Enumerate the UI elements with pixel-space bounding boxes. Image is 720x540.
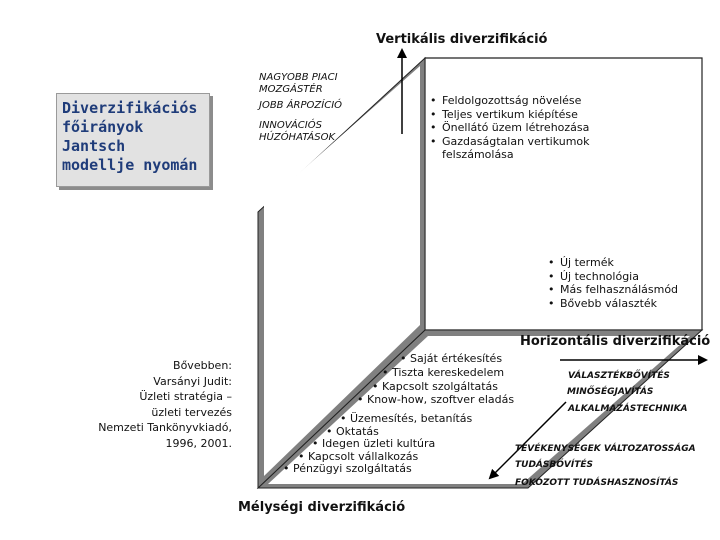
vertical-label-market: NAGYOBB PIACI MOZGÁSTÉR <box>259 72 338 95</box>
list-item: • Új technológia <box>548 270 698 284</box>
horizontal-label-quality: MINŐSÉGJAVÍTÁS <box>567 387 654 397</box>
list-item: • Bővebb választék <box>548 297 698 311</box>
floor-item: • Kapcsolt vállalkozás <box>298 450 419 463</box>
depth-label-knowledge: TUDÁSBŐVÍTÉS <box>515 460 593 470</box>
list-item: • Új termék <box>548 256 698 270</box>
source-line: üzleti tervezés <box>151 405 232 419</box>
source-line: 1996, 2001. <box>165 436 232 450</box>
source-line: Üzleti stratégia – <box>139 390 232 403</box>
floor-item: • Saját értékesítés <box>400 352 503 365</box>
floor-item: • Tiszta kereskedelem <box>382 366 505 379</box>
horizontal-label-application: ALKALMAZÁSTECHNIKA <box>568 404 688 414</box>
list-item: • Gazdaságtalan vertikumok felszámolása <box>430 135 615 162</box>
floor-item: • Üzemesítés, betanítás <box>340 412 473 425</box>
list-item: • Önellátó üzem létrehozása <box>430 121 615 135</box>
horizontal-axis-label: Horizontális diverzifikáció <box>520 334 711 349</box>
depth-label-variety: TEVÉKENYSÉGEK VÁLTOZATOSSÁGA <box>515 444 696 454</box>
floor-item: • Oktatás <box>326 425 379 438</box>
vertical-axis-label: Vertikális diverzifikáció <box>376 32 548 47</box>
floor-item: • Pénzügyi szolgáltatás <box>283 462 412 475</box>
list-item: • Feldolgozottság növelése <box>430 94 615 108</box>
vertical-bullet-list <box>430 94 615 162</box>
list-item: • Más felhasználásmód <box>548 283 698 297</box>
floor-item: • Know-how, szoftver eladás <box>357 393 515 406</box>
list-item: • Teljes vertikum kiépítése <box>430 108 615 122</box>
source-line: Bővebben: <box>173 359 232 372</box>
horizontal-label-range: VÁLASZTÉKBŐVÍTÉS <box>568 371 670 381</box>
depth-label-utilization: FOKOZOTT TUDÁSHASZNOSÍTÁS <box>515 478 679 488</box>
floor-item: • Kapcsolt szolgáltatás <box>372 380 499 393</box>
source-line: Varsányi Judit: <box>153 374 232 388</box>
vertical-label-price: JOBB ÁRPOZÍCIÓ <box>259 100 343 111</box>
horizontal-bullet-list <box>548 256 698 310</box>
floor-item: • Idegen üzleti kultúra <box>312 437 436 450</box>
depth-axis-label: Mélységi diverzifikáció <box>238 500 406 515</box>
source-note <box>92 358 232 451</box>
source-line: Nemzeti Tankönyvkiadó, <box>98 421 232 434</box>
page-title: Diverzifikációs főirányok Jantsch modellje nyomán <box>62 99 198 174</box>
vertical-label-innovation: INNOVÁCIÓS HÚZÓHATÁSOK <box>259 120 336 143</box>
